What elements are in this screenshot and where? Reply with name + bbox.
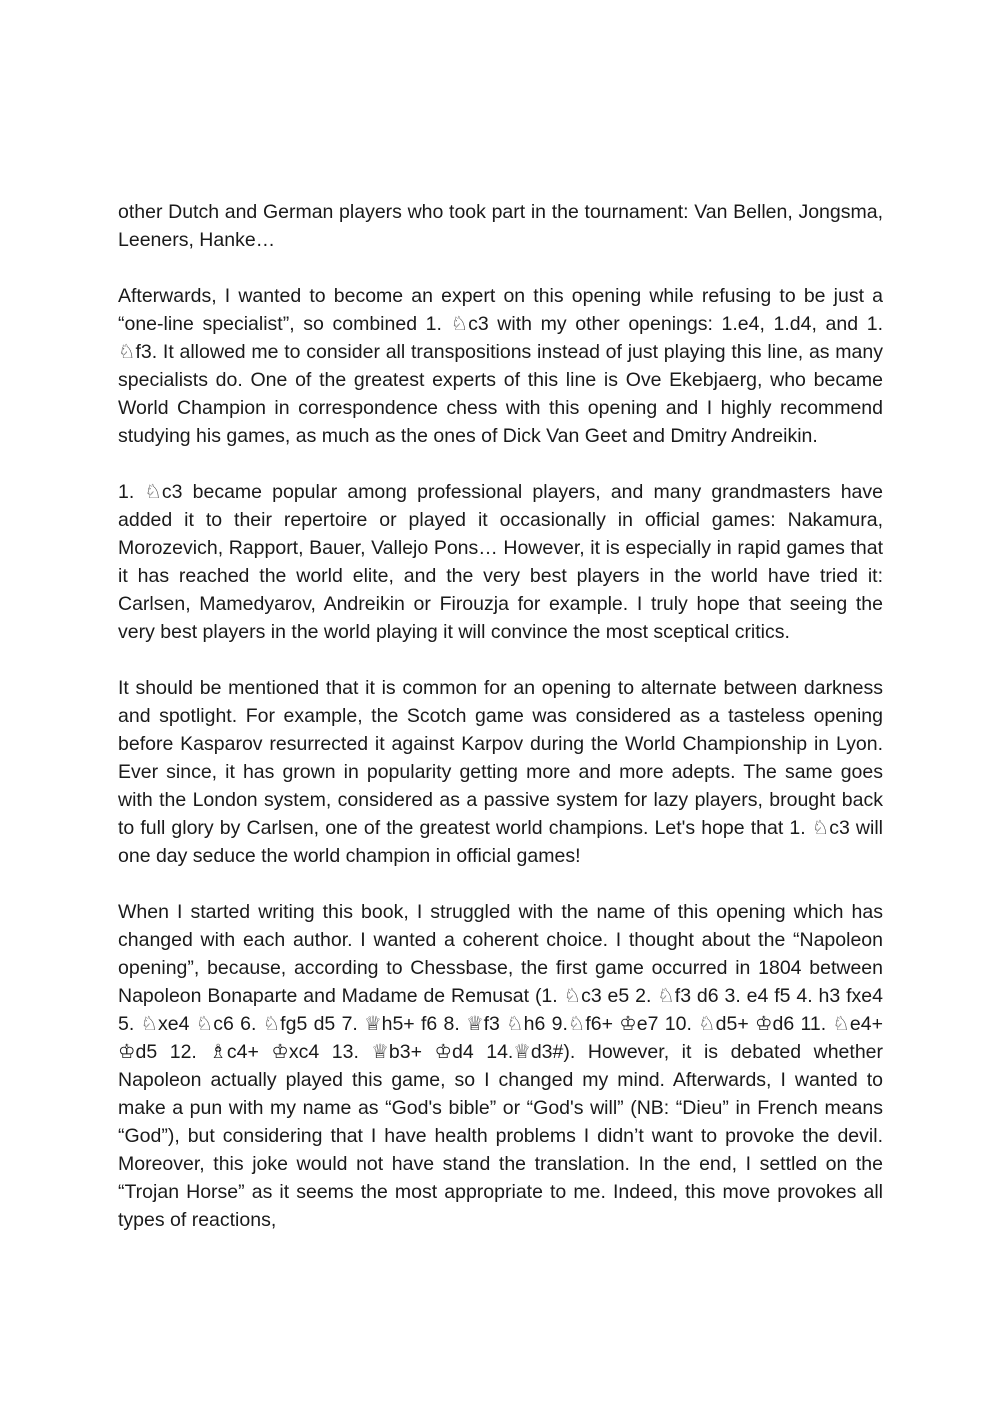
paragraph-2: Afterwards, I wanted to become an expert on this opening while refusing to be just a “one-line specialist”, so combined 1. ♘c3 with my other openings: 1.e4, 1.d4, and 1. ♘f3. It allowed me to consider all transpositions instead of just playing this line, as many specialists do. One of the greatest experts of this line is Ove Ekebjaerg, who became World Champion in correspondence chess with this opening and I highly recommend studying his games, as much as the ones of Dick Van Geet and Dmitry Andreikin.: [118, 285, 883, 447]
paragraph-3: 1. ♘c3 became popular among professional players, and many grandmasters have added it to their repertoire or played it occasionally in official games: Nakamura, Morozevich, Rapport, Bauer, Vallejo Pons… However, it is especially in rapid games that it has reached the world elite, and the very best players in the world have tried it: Carlsen, Mamedyarov, Andreikin or Firouzja for example. I truly hope that seeing the very best players in the world playing it will convince the most sceptical critics.: [118, 481, 883, 643]
paragraph-4: It should be mentioned that it is common for an opening to alternate between darkness and spotlight. For example, the Scotch game was considered as a tasteless opening before Kasparov resurrected it against Karpov during the World Championship in Lyon. Ever since, it has grown in popularity getting more and more adepts. The same goes with the London system, considered as a passive system for lazy players, brought back to full glory by Carlsen, one of the greatest world champions. Let's hope that 1. ♘c3 will one day seduce the world champion in official games!: [118, 677, 883, 867]
paragraph-1: other Dutch and German players who took part in the tournament: Van Bellen, Jongsma, Leeners, Hanke…: [118, 201, 883, 251]
paragraph-5: When I started writing this book, I struggled with the name of this opening which has changed with each author. I wanted a coherent choice. I thought about the “Napoleon opening”, because, according to Chessbase, the first game occurred in 1804 between Napoleon Bonaparte and Madame de Remusat (1. ♘c3 e5 2. ♘f3 d6 3. e4 f5 4. h3 fxe4 5. ♘xe4 ♘c6 6. ♘fg5 d5 7. ♕h5+ f6 8. ♕f3 ♘h6 9.♘f6+ ♔e7 10. ♘d5+ ♔d6 11. ♘e4+ ♔d5 12. ♗c4+ ♔xc4 13. ♕b3+ ♔d4 14.♕d3#). However, it is debated whether Napoleon actually played this game, so I changed my mind. Afterwards, I wanted to make a pun with my name as “God's bible” or “God's will” (NB: “Dieu” in French means “God”), but considering that I have health problems I didn’t want to provoke the devil. Moreover, this joke would not have stand the translation. In the end, I settled on the “Trojan Horse” as it seems the most appropriate to me. Indeed, this move provokes all types of reactions,: [118, 901, 883, 1231]
page-body: [118, 198, 883, 1234]
